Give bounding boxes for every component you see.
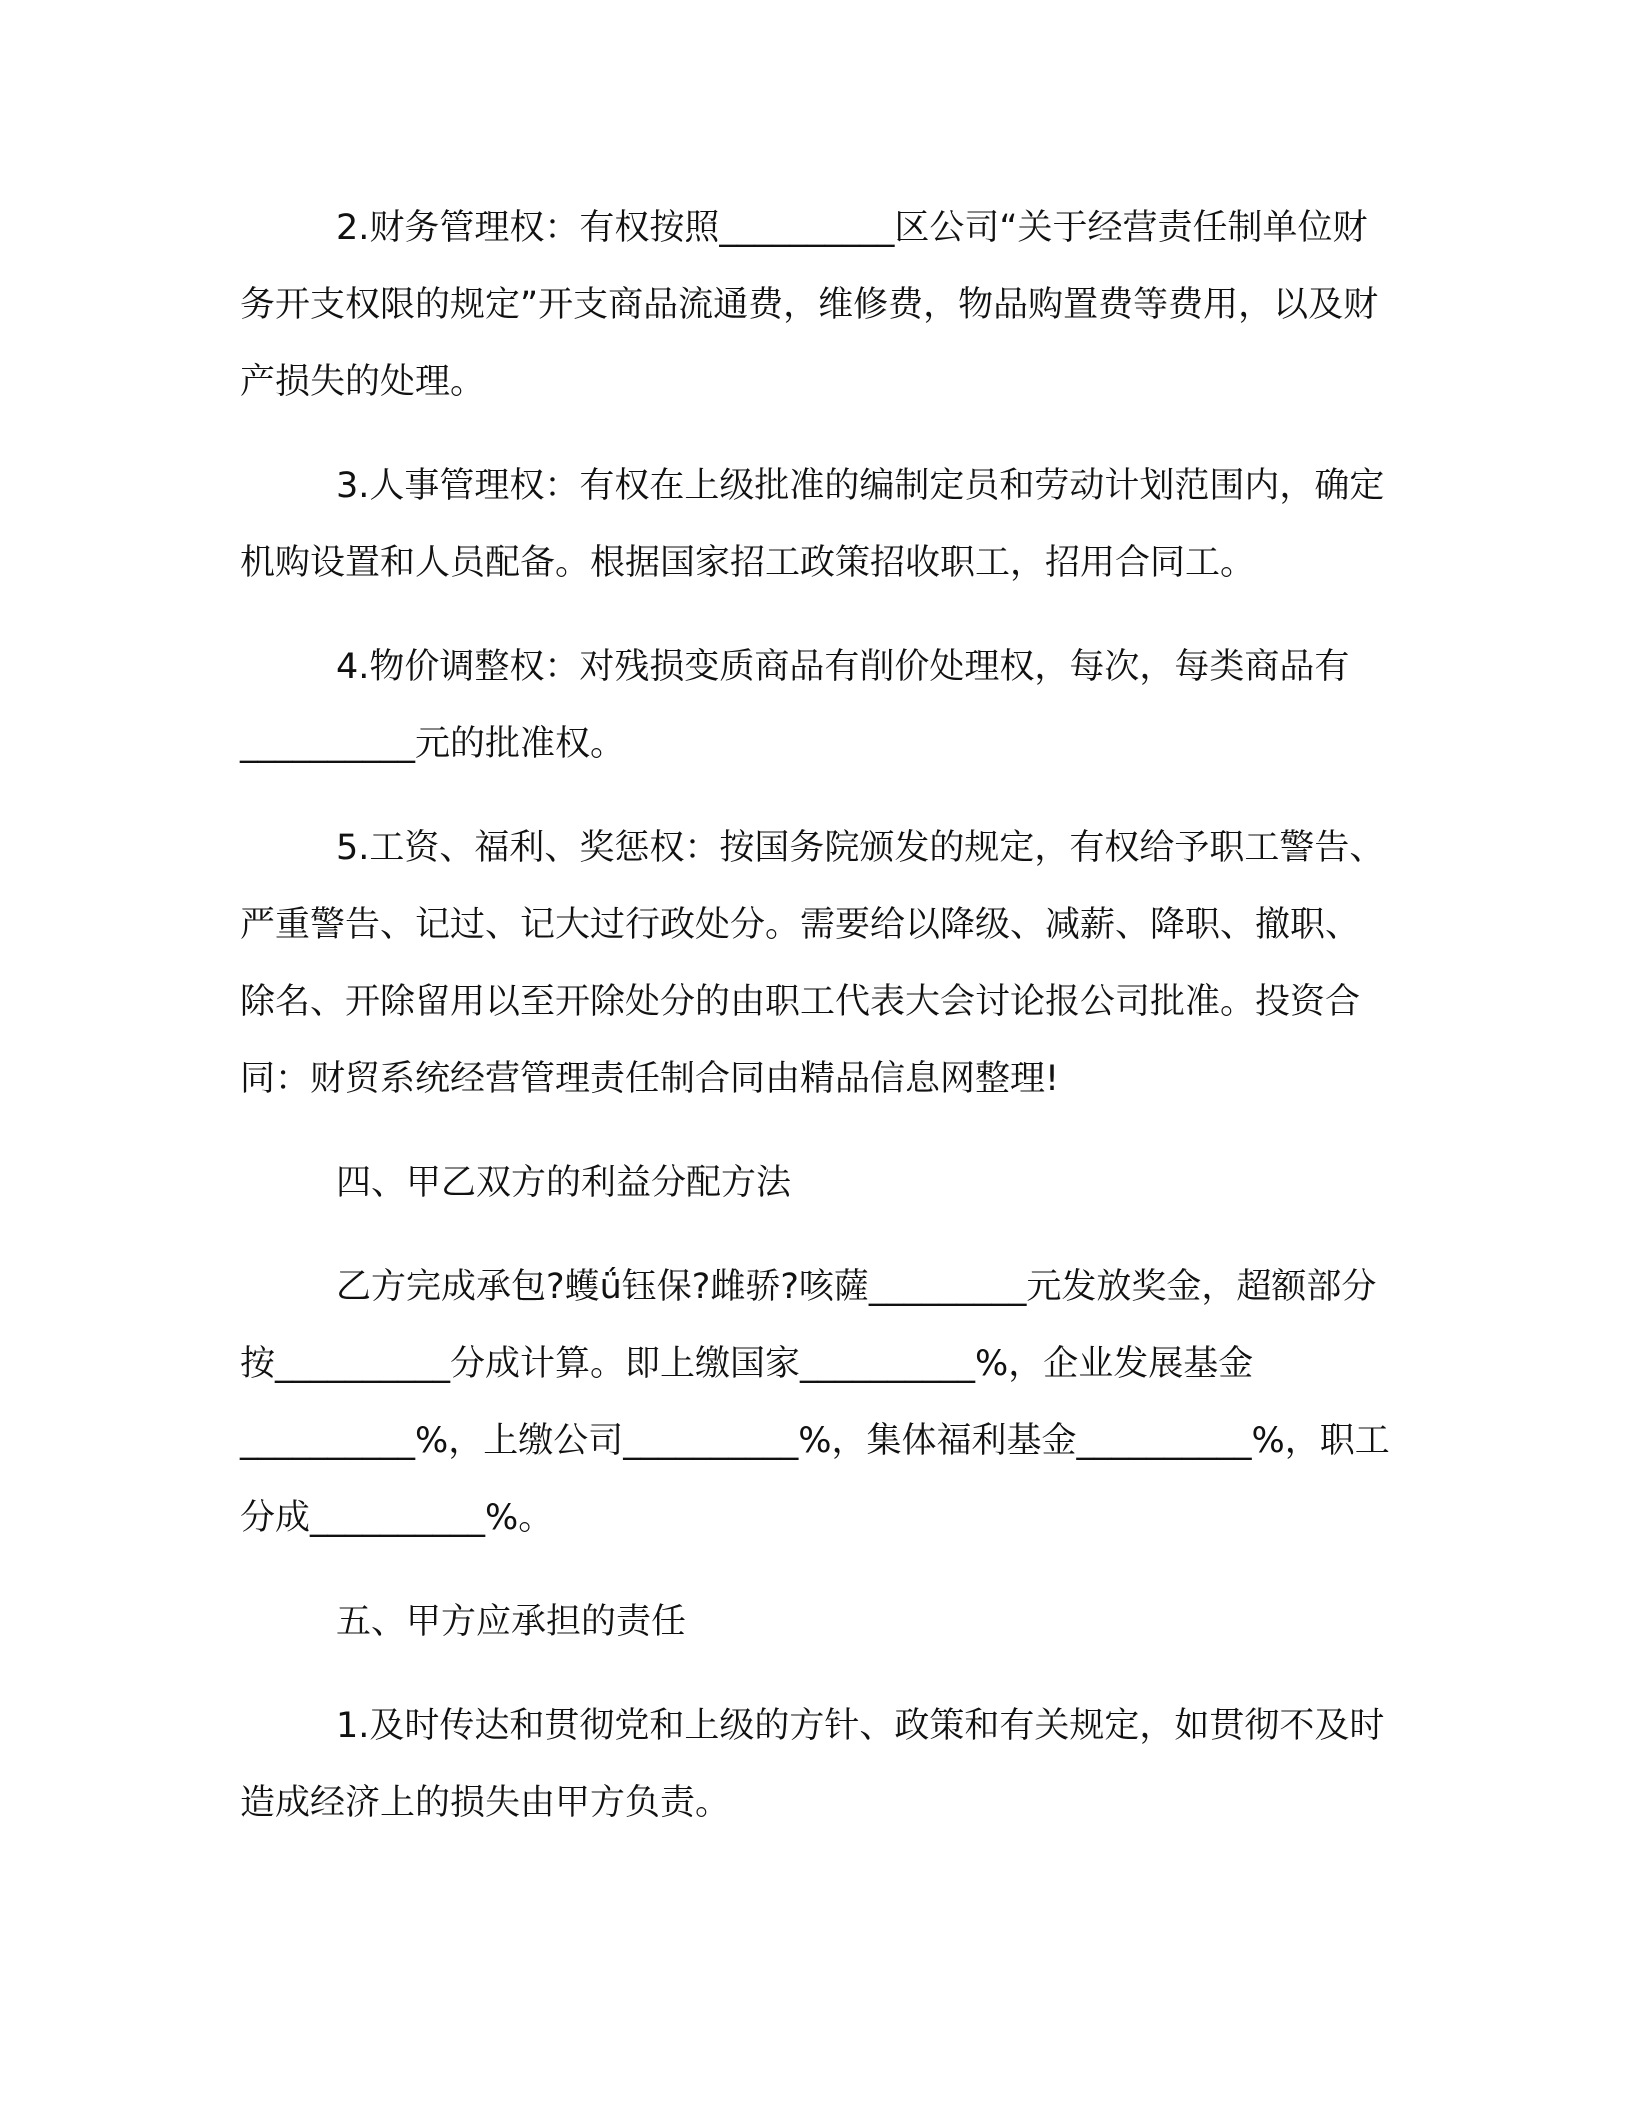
paragraph-party-a-duty-1: 1.及时传达和贯彻党和上级的方针、政策和有关规定，如贯彻不及时造成经济上的损失由甲方负责。 xyxy=(240,1706,1385,1823)
paragraph-personnel-management: 3.人事管理权：有权在上级批准的编制定员和劳动计划范围内，确定机购设置和人员配备。根据国家招工政策招收职工，招用合同工。 xyxy=(240,466,1385,583)
paragraph-financial-management: 2.财务管理权：有权按照__________区公司“关于经营责任制单位财务开支权限的规定”开支商品流通费，维修费，物品购置费等费用，以及财产损失的处理。 xyxy=(240,208,1379,402)
paragraph-price-adjustment: 4.物价调整权：对残损变质商品有削价处理权，每次，每类商品有__________元的批准权。 xyxy=(240,647,1350,764)
section-heading-party-a-responsibility: 五、甲方应承担的责任 xyxy=(336,1602,687,1642)
section-heading-profit-distribution: 四、甲乙双方的利益分配方法 xyxy=(336,1163,792,1203)
paragraph-profit-distribution: 乙方完成承包?蠖ǘ钰保?雌骄?咳薩_________元发放奖金，超额部分按__________分成计算。即上缴国家__________%，企业发展基金__________%，上缴公司__________%，集体福利基金__________%，职工分成__________%。 xyxy=(240,1267,1390,1538)
document-body xyxy=(240,190,1390,1869)
paragraph-wages-welfare: 5.工资、福利、奖惩权：按国务院颁发的规定，有权给予职工警告、严重警告、记过、记大过行政处分。需要给以降级、减薪、降职、撤职、除名、开除留用以至开除处分的由职工代表大会讨论报公司批准。投资合同：财贸系统经营管理责任制合同由精品信息网整理! xyxy=(240,828,1385,1099)
